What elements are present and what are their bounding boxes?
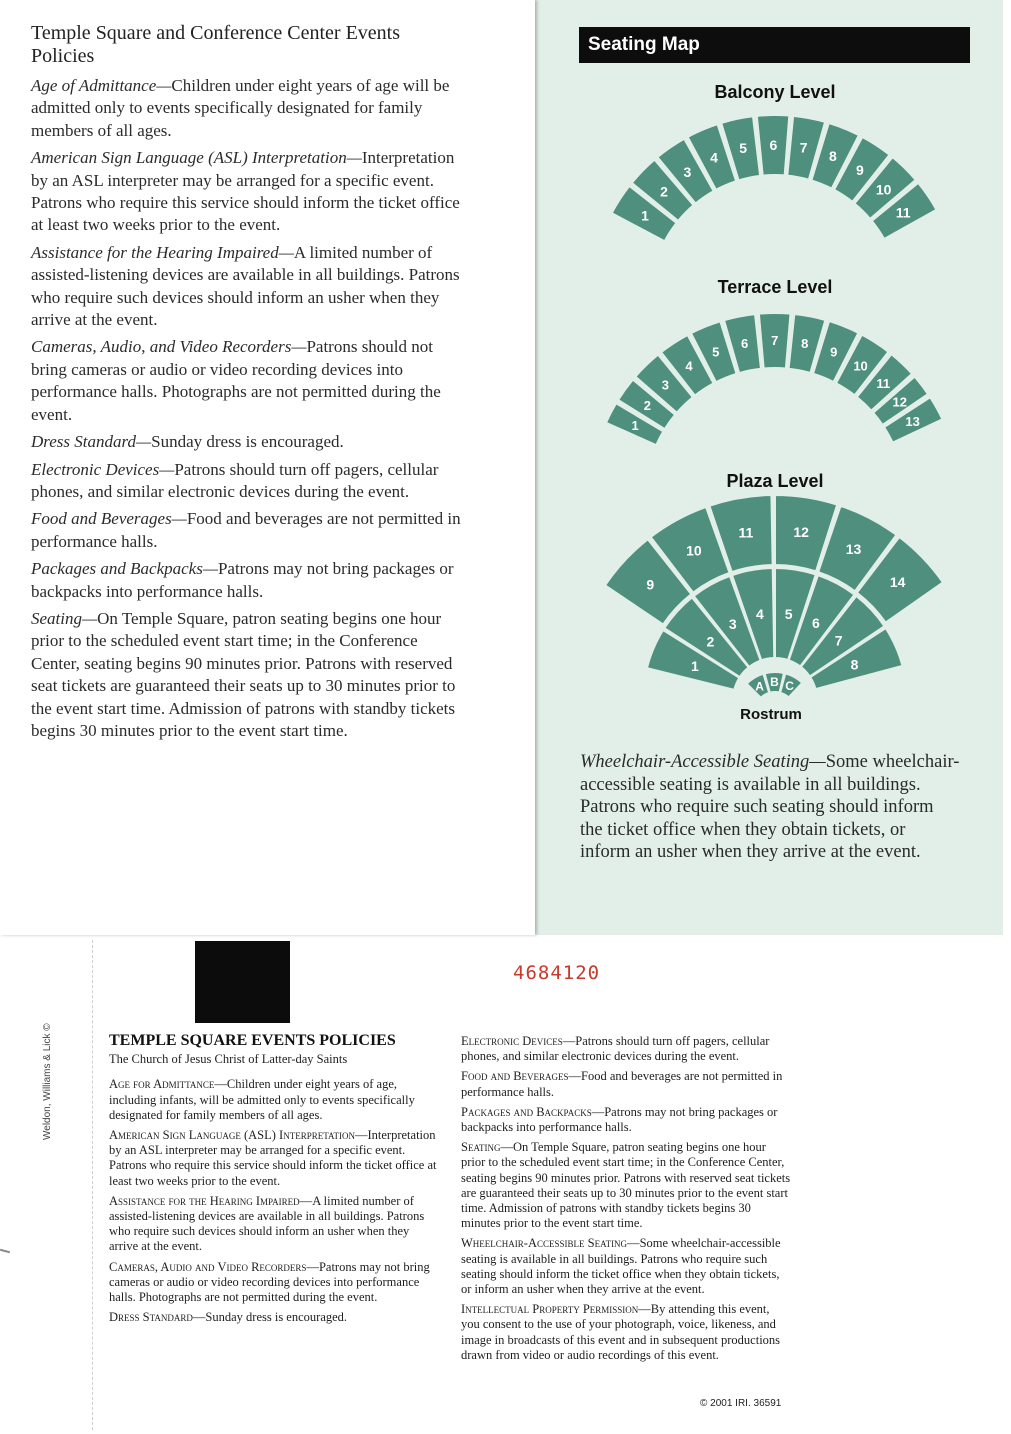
policy-term: Assistance for the Hearing Impaired— (31, 242, 294, 262)
policy-term: Food and Beverages— (31, 509, 187, 529)
terrace-section-6-label: 6 (741, 335, 749, 351)
terrace-section-9-label: 9 (830, 344, 838, 360)
wheelchair-note (580, 751, 960, 864)
ticket-policy-term: Cameras, Audio and Video Recorders— (109, 1259, 319, 1274)
ticket-policy-term: Dress Standard— (109, 1310, 206, 1325)
rostrum-label: Rostrum (740, 706, 802, 723)
ticket-policy-text: By attending this event, you consent to the use of your photograph, voice, likeness, and image in broadcasts of this event and in subsequent productions drawn from video or audio recordings of this event. (461, 1302, 781, 1362)
policy-text: Patrons should turn off pagers, cellular phones, and similar electronic devices during the event. (31, 459, 439, 501)
rostrum-section-a-label: A (755, 679, 764, 694)
terrace-section-7-label: 7 (771, 333, 779, 349)
policy-item (31, 75, 466, 142)
plaza-section-5-label: 5 (784, 605, 793, 622)
policy-text: Sunday dress is encouraged. (151, 432, 344, 452)
plaza-section-1-label: 1 (691, 657, 699, 674)
ticket-policy-term: Assistance for the Hearing Impaired— (109, 1193, 313, 1208)
plaza-section-10-label: 10 (686, 542, 702, 559)
balcony-section-8-label: 8 (829, 148, 837, 165)
ticket-serial-number: 4684120 (513, 962, 601, 984)
plaza-section-12-label: 12 (793, 523, 809, 540)
policy-text: Interpretation by an ASL interpreter may be arranged for a specific event. Patrons who require this service should inform the ticket office at least two weeks prior to the event. (31, 148, 460, 235)
ticket-policy-term: American Sign Language (ASL) Interpretation— (109, 1128, 368, 1143)
terrace-section-12-label: 12 (892, 394, 908, 410)
balcony-section-5-label: 5 (739, 140, 748, 157)
balcony-section-1-label: 1 (641, 207, 649, 224)
wheelchair-term: Wheelchair-Accessible Seating— (580, 752, 826, 772)
balcony-section-3-label: 3 (683, 164, 692, 181)
terrace-section-5-label: 5 (712, 344, 720, 360)
policy-item (31, 558, 466, 603)
ticket-policy-term: Electronic Devices— (461, 1034, 576, 1048)
policy-item (31, 608, 466, 742)
ticket-policy-text: Patrons may not bring packages or backpacks into performance halls. (461, 1104, 778, 1135)
ticket-policy (461, 1105, 791, 1135)
balcony-section-2-label: 2 (660, 183, 668, 200)
balcony-section-4-label: 4 (710, 149, 718, 166)
balcony-section-11-label: 11 (895, 204, 911, 221)
plaza-level-title: Plaza Level (726, 471, 824, 491)
ticket-policy-term: Wheelchair-Accessible Seating— (461, 1236, 640, 1251)
plaza-section-8-label: 8 (850, 656, 859, 673)
balcony-level-title: Balcony Level (714, 82, 836, 102)
rostrum-section-b-label: B (770, 675, 779, 690)
balcony-section-7-label: 7 (799, 139, 808, 156)
wheelchair-text: Some wheelchair-accessible seating is available in all buildings. Patrons who require such seating should inform the ticket office when they obtain tickets, or inform an usher when they arrive at the event. (580, 752, 960, 862)
policy-text: Food and beverages are not permitted in performance halls. (31, 509, 461, 551)
ticket-title: TEMPLE SQUARE EVENTS POLICIES (109, 1032, 396, 1049)
ticket-left-column (109, 1033, 439, 1330)
policy-item (31, 242, 466, 332)
plaza-section-7-label: 7 (834, 632, 843, 649)
ticket-policy (109, 1310, 439, 1325)
terrace-section-13-label: 13 (905, 413, 920, 429)
terrace-section-4-label: 4 (685, 358, 693, 374)
policies-column (31, 22, 466, 747)
rostrum-section-c-label: C (785, 678, 794, 693)
ticket-policy-term: Packages and Backpacks— (461, 1104, 605, 1119)
terrace-section-10-label: 10 (853, 358, 868, 374)
ticket-policy (109, 1077, 439, 1123)
ticket-policy-term: Intellectual Property Permission— (461, 1302, 651, 1317)
plaza-section-6-label: 6 (811, 615, 820, 632)
policy-term: Dress Standard— (31, 432, 152, 452)
policy-term: American Sign Language (ASL) Interpretation— (31, 148, 362, 168)
ticket-policy-term: Seating— (461, 1140, 513, 1155)
policy-term: Cameras, Audio, and Video Recorders— (31, 337, 307, 357)
plaza-section-3-label: 3 (728, 615, 737, 632)
ticket-policy-text: Sunday dress is encouraged. (205, 1310, 348, 1325)
policy-item (31, 508, 466, 553)
ticket-subtitle: The Church of Jesus Christ of Latter-day Saints (109, 1052, 348, 1067)
policy-text: Patrons may not bring packages or backpacks into performance halls. (31, 559, 454, 601)
policy-text: Children under eight years of age will be admitted only to events specifically designated for family members of all ages. (31, 76, 450, 140)
ticket-policy-text: A limited number of assisted-listening devices are available in all buildings. Patrons who require such devices should inform an usher when they arrive at the event. (109, 1193, 425, 1254)
balcony-section-10-label: 10 (875, 181, 892, 198)
policy-item (31, 431, 466, 453)
ticket-policy-text: Patrons may not bring cameras or audio or video recording devices into performance halls. Photographs are not permitted during the event. (109, 1259, 430, 1305)
ticket-policy-text: Children under eight years of age, including infants, will be admitted only to events specifically designated for family members of all ages. (109, 1077, 415, 1122)
ticket-policy-text: Food and beverages are not permitted in performance halls. (461, 1069, 783, 1099)
plaza-section-2-label: 2 (706, 633, 715, 650)
policy-item (31, 459, 466, 504)
policy-term: Age of Admittance— (31, 76, 172, 95)
plaza-section-14-label: 14 (889, 574, 906, 591)
policies-panel (0, 0, 535, 935)
balcony-section-9-label: 9 (856, 162, 864, 179)
policy-text: Patrons should not bring cameras or audio or video recording devices into performance halls. Photographs are not permitted during the event. (31, 337, 441, 424)
policy-term: Seating— (31, 608, 98, 628)
terrace-level-title: Terrace Level (717, 277, 833, 297)
ticket-policy (461, 1140, 791, 1231)
redacted-block (195, 941, 290, 1023)
ticket-policy-term: Age for Admittance— (109, 1077, 227, 1092)
copyright-notice: © 2001 IRI. 36591 (700, 1398, 782, 1409)
ticket-policy (461, 1069, 791, 1099)
policies-title: Temple Square and Conference Center Events Policies (31, 22, 401, 67)
ticket-policy (109, 1194, 439, 1255)
ticket-policy (461, 1034, 791, 1064)
policy-text: On Temple Square, patron seating begins one hour prior to the scheduled event start time; in the Conference Center, seating begins 90 minutes prior. Patrons with reserved seat tickets are guaranteed their seats up to 30 minutes prior to the event start time. Admission of patrons with standby tickets begins 30 minutes prior to the event start time. (31, 608, 456, 740)
ticket-policy-text: Interpretation by an ASL interpreter may be arranged for a specific event. Patrons who require this service should inform the ticket office at least two weeks prior to the event. (109, 1128, 437, 1188)
edge-mark (0, 1249, 10, 1254)
terrace-section-1-label: 1 (631, 418, 639, 434)
terrace-section-3-label: 3 (661, 377, 670, 393)
balcony-section-6-label: 6 (769, 136, 778, 153)
ticket-right-column (461, 1034, 791, 1368)
plaza-section-13-label: 13 (845, 541, 862, 558)
plaza-section-9-label: 9 (646, 576, 655, 593)
ticket-policy (461, 1236, 791, 1297)
plaza-section-4-label: 4 (755, 606, 764, 623)
seating-map-diagram (535, 0, 1003, 740)
ticket-policy-text: Some wheelchair-accessible seating is available in all buildings. Patrons who require such seating should inform the ticket office when they obtain tickets, or inform an usher when they arrive at the event. (461, 1236, 781, 1297)
plaza-section-11-label: 11 (738, 524, 754, 541)
ticket-policy (109, 1260, 439, 1306)
printer-credit: Weldon, Williams & Lick © (42, 1023, 53, 1140)
seating-map-header: Seating Map (579, 27, 970, 63)
ticket-policy (461, 1302, 791, 1363)
policy-term: Packages and Backpacks— (31, 559, 218, 579)
ticket-policy-text: Patrons should turn off pagers, cellular phones, and similar electronic devices during the event. (461, 1034, 770, 1064)
ticket-policy-term: Food and Beverages— (461, 1069, 582, 1084)
terrace-section-2-label: 2 (643, 398, 652, 414)
policy-term: Electronic Devices— (31, 459, 175, 479)
ticket-policy-text: On Temple Square, patron seating begins one hour prior to the scheduled event start time; in the Conference Center, seating begins 90 minutes prior. Patrons with reserved seat tickets are guaranteed their seats up to 30 minutes prior to the event start time. Admission of patrons with standby tickets begins 30 minutes prior to the event start time. (461, 1140, 791, 1231)
terrace-section-11-label: 11 (876, 376, 891, 392)
policy-text: A limited number of assisted-listening devices are available in all buildings. Patrons who require such devices should inform an usher when they arrive at the event. (31, 242, 460, 330)
policy-item (31, 336, 466, 426)
terrace-section-8-label: 8 (801, 335, 809, 351)
policy-item (31, 147, 466, 237)
ticket-policy (109, 1128, 439, 1189)
